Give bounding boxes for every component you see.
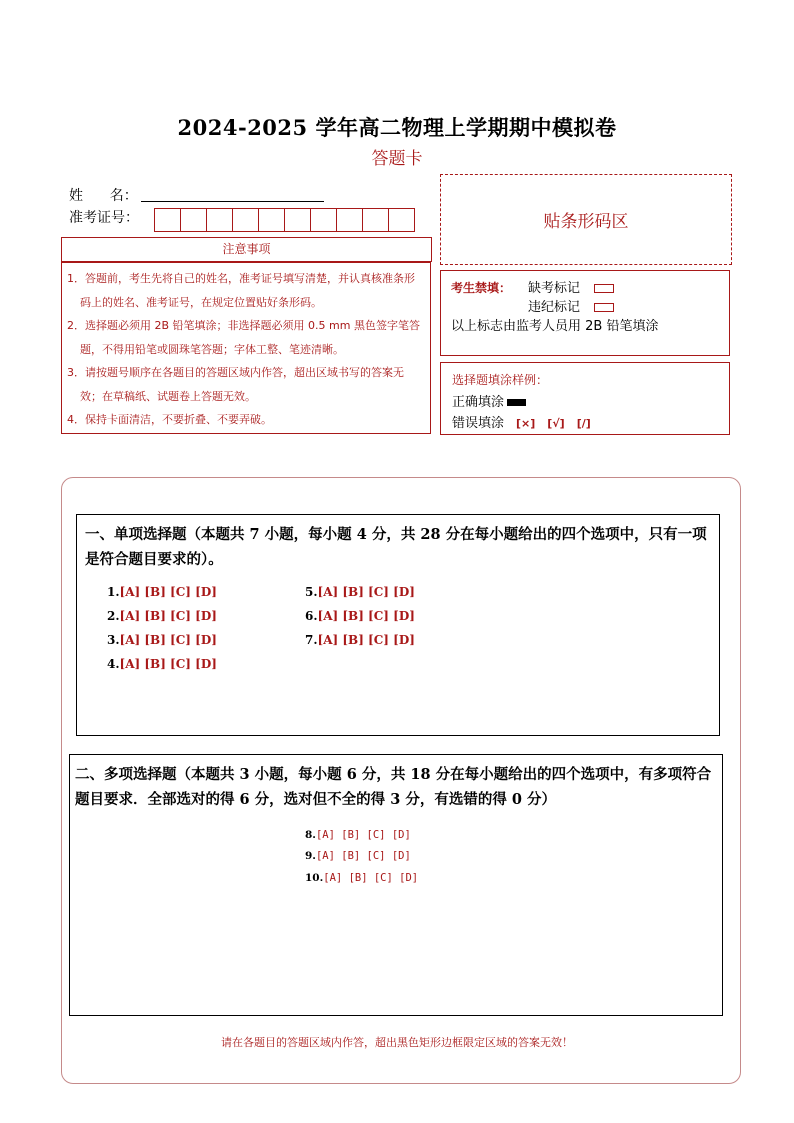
id-digit-box[interactable] [284, 208, 311, 232]
notice-item: 2．选择题必须用 2B 铅笔填涂；非选择题必须用 0.5 mm 黑色签字笔答题，不得用铅笔或圆珠笔答题；字体工整、笔迹清晰。 [67, 319, 420, 356]
id-digit-box[interactable] [388, 208, 415, 232]
forbidden-note: 以上标志由监考人员用 2B 铅笔填涂 [451, 319, 659, 334]
section2-title: 二、多项选择题（本题共 3 小题，每小题 6 分，共 18 分在每小题给出的四个选项中，有多项符合题目要求．全部选对的得 6 分，选对但不全的得 3 分，有选错的得 0 分） [75, 766, 712, 808]
barcode-area [440, 174, 732, 265]
forbidden-label: 考生禁填： [451, 281, 512, 295]
id-digit-box[interactable] [180, 208, 207, 232]
id-digit-box[interactable] [206, 208, 233, 232]
id-digit-box[interactable] [154, 208, 181, 232]
fill-sample-box [440, 362, 730, 435]
id-digit-box[interactable] [232, 208, 259, 232]
id-number-boxes [155, 208, 415, 232]
id-digit-box[interactable] [310, 208, 337, 232]
notice-item: 3．请按题号顺序在各题目的答题区域内作答，超出区域书写的答案无效；在草稿纸、试题卷上答题无效。 [67, 366, 404, 403]
footer-note: 请在各题目的答题区域内作答，超出黑色矩形边框限定区域的答案无效！ [221, 1036, 573, 1049]
question-row[interactable]: 3.[A] [B] [C] [D] [107, 633, 217, 647]
correct-fill-label: 正确填涂 [452, 395, 505, 410]
multiple-choice-section [69, 754, 723, 1016]
id-digit-box[interactable] [258, 208, 285, 232]
notice-item: 4．保持卡面清洁，不要折叠、不要弄破。 [67, 413, 272, 426]
filled-mark-icon [507, 399, 526, 406]
question-row[interactable]: 9.[A] [B] [C] [D] [305, 850, 411, 862]
notice-item: 1．答题前，考生先将自己的姓名，准考证号填写清楚，并认真核准条形码上的姓名、准考证号，在规定位置贴好条形码。 [67, 272, 415, 309]
question-row[interactable]: 6.[A] [B] [C] [D] [305, 609, 415, 623]
wrong-fill-label: 错误填涂 [452, 416, 505, 431]
notice-body [61, 262, 431, 434]
absent-mark-label: 缺考标记 [528, 281, 581, 296]
section1-title: 一、单项选择题（本题共 7 小题，每小题 4 分，共 28 分在每小题给出的四个选项中，只有一项是符合题目要求的）。 [85, 526, 707, 568]
question-row[interactable]: 1.[A] [B] [C] [D] [107, 585, 217, 599]
sample-label: 选择题填涂样例： [452, 373, 549, 387]
wrong-mark: [×] [516, 417, 536, 430]
notice-heading: 注意事项 [61, 237, 432, 262]
name-field[interactable] [141, 201, 324, 202]
violation-mark-label: 违纪标记 [528, 300, 581, 315]
id-digit-box[interactable] [336, 208, 363, 232]
page-subtitle: 答题卡 [371, 149, 423, 169]
question-row[interactable]: 7.[A] [B] [C] [D] [305, 633, 415, 647]
page-title: 2024-2025 学年高二物理上学期期中模拟卷 [177, 115, 617, 140]
violation-mark-box[interactable] [594, 303, 614, 312]
barcode-label: 贴条形码区 [543, 212, 629, 232]
id-label: 准考证号： [69, 210, 139, 226]
forbidden-box [440, 270, 730, 356]
question-row[interactable]: 2.[A] [B] [C] [D] [107, 609, 217, 623]
question-row[interactable]: 8.[A] [B] [C] [D] [305, 829, 411, 841]
name-label: 姓 名： [69, 188, 138, 204]
wrong-mark: [/] [576, 417, 591, 430]
single-choice-section [76, 514, 720, 736]
wrong-mark: [√] [547, 417, 565, 430]
id-digit-box[interactable] [362, 208, 389, 232]
absent-mark-box[interactable] [594, 284, 614, 293]
question-row[interactable]: 4.[A] [B] [C] [D] [107, 657, 217, 671]
question-row[interactable]: 10.[A] [B] [C] [D] [305, 872, 419, 884]
question-row[interactable]: 5.[A] [B] [C] [D] [305, 585, 415, 599]
